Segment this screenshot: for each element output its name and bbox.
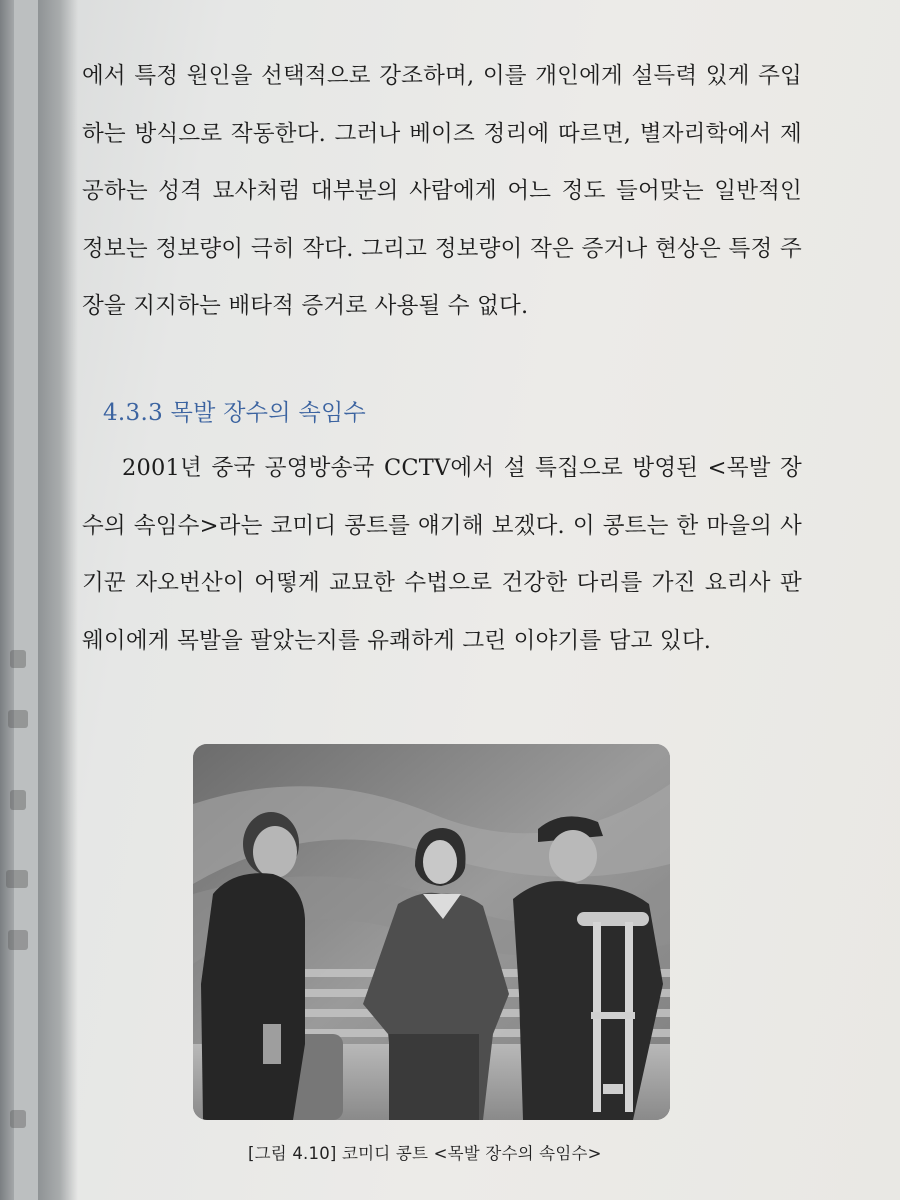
gutter-shadow xyxy=(38,0,78,1200)
figure-caption: [그림 4.10] 코미디 콩트 <목발 장수의 속임수> xyxy=(248,1144,602,1163)
section-heading: 4.3.3 목발 장수의 속임수 xyxy=(103,400,366,426)
body-paragraph: 에서 특정 원인을 선택적으로 강조하며, 이를 개인에게 설득력 있게 주입하는 방식으로 작동한다. 그러나 베이즈 정리에 따르면, 별자리학에서 제공하는 성격 묘사처럼 대부분의 사람에게 어느 정도 들어맞는 일반적인 정보는 정보량이 극히 작다. 그리고 정보량이 작은 증거나 현상은 특정 주장을 지지하는 배타적 증거로 사용될 수 없다. xyxy=(82,63,802,319)
body-paragraph: 2001년 중국 공영방송국 CCTV에서 설 특집으로 방영된 <목발 장수의 속임수>라는 코미디 콩트를 얘기해 보겠다. 이 콩트는 한 마을의 사기꾼 자오번산이 어떻게 교묘한 수법으로 건강한 다리를 가진 요리사 판웨이에게 목발을 팔았는지를 유쾌하게 그린 이야기를 담고 있다. xyxy=(82,455,802,654)
photo-illustration xyxy=(193,744,670,1120)
facing-page-bleed-text xyxy=(0,640,36,1140)
comedy-skit-photo xyxy=(193,744,670,1120)
